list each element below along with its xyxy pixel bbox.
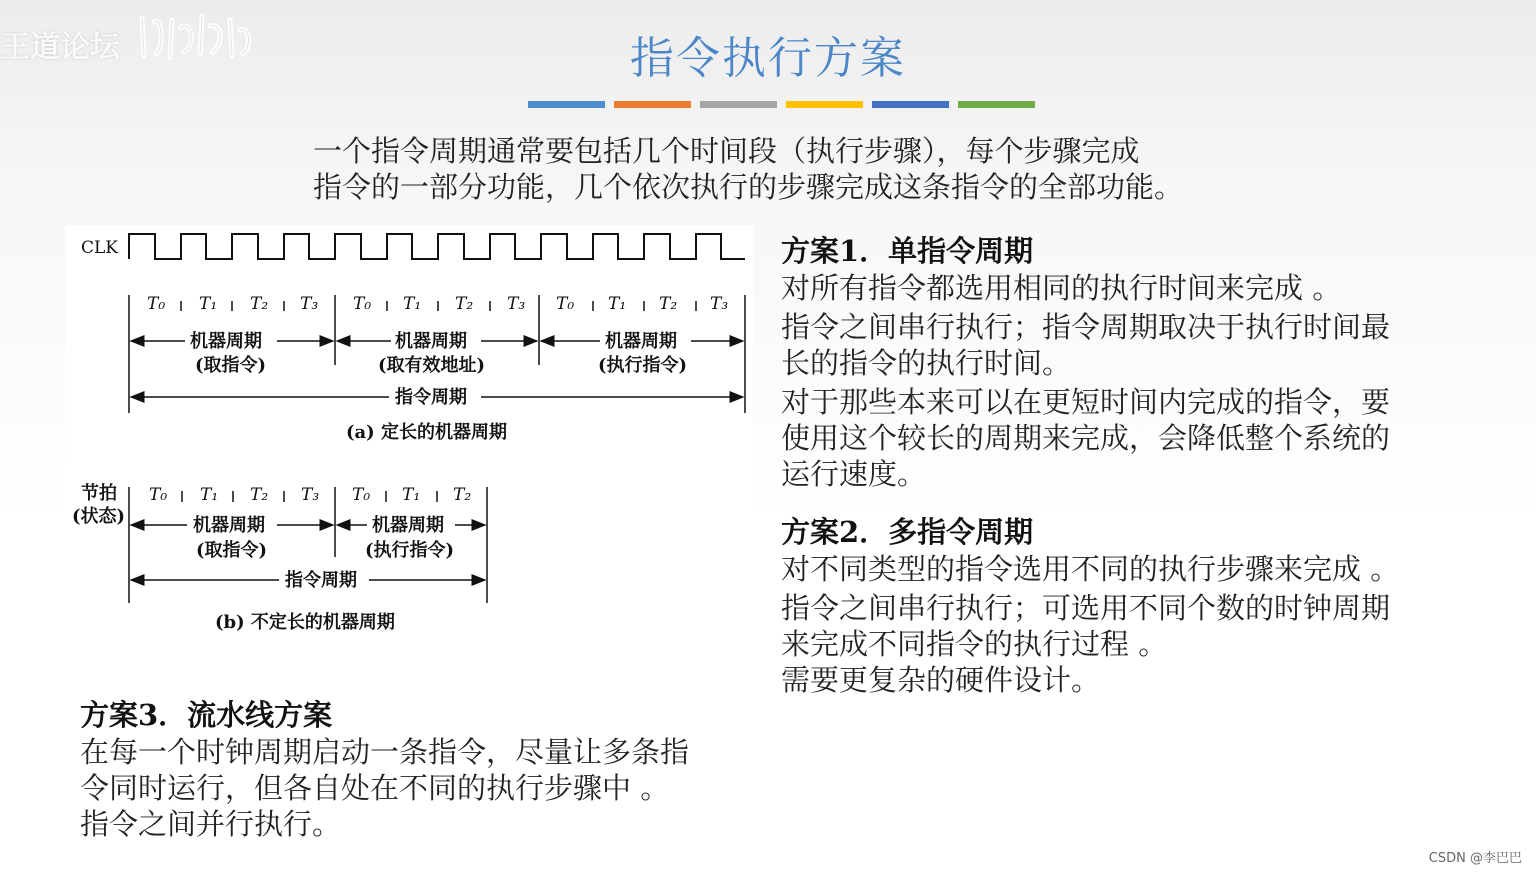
plan1-line: 长的指令的执行时间。 [781, 346, 1072, 380]
plan2-heading: 方案2．多指令周期 [781, 515, 1034, 549]
color-bar [958, 101, 1035, 108]
beat-sub-label: (状态) [72, 506, 126, 527]
t-label: T₁ [199, 294, 218, 314]
color-bar [786, 101, 863, 108]
t-label: T₁ [200, 485, 219, 505]
diagram-a-caption: (a) 定长的机器周期 [346, 422, 507, 443]
plan1-line: 对于那些本来可以在更短时间内完成的指令，要 [781, 385, 1391, 419]
plan1-line: 指令之间串行执行；指令周期取决于执行时间最 [781, 310, 1391, 344]
t-label: T₂ [250, 294, 269, 314]
beat-label: 节拍 [81, 483, 117, 504]
cycle-label: 机器周期 [395, 331, 467, 352]
diagram-b-t-labels [149, 485, 471, 505]
timing-diagram-svg [65, 225, 753, 635]
cycle-sub-label: (取指令) [195, 355, 267, 376]
color-bar [872, 101, 949, 108]
plan1-line: 对所有指令都选用相同的执行时间来完成 。 [781, 271, 1342, 305]
t-label: T₃ [300, 294, 319, 314]
cycle-sub-label: (执行指令) [598, 355, 688, 376]
t-label: T₀ [352, 485, 371, 505]
plan2-line: 需要更复杂的硬件设计。 [781, 663, 1101, 697]
plan1-heading: 方案1．单指令周期 [781, 234, 1034, 268]
t-label: T₃ [301, 485, 320, 505]
cycle-label: 机器周期 [190, 331, 262, 352]
clk-label: CLK [81, 238, 118, 258]
watermark-text: 王道论坛 [0, 30, 120, 65]
slide-title: 指令执行方案 [630, 33, 906, 84]
t-label: T₂ [659, 294, 678, 314]
plan3-heading: 方案3．流水线方案 [80, 698, 333, 732]
plan2-line: 来完成不同指令的执行过程 。 [781, 627, 1168, 661]
t-label: T₂ [455, 294, 474, 314]
t-label: T₀ [147, 294, 166, 314]
t-label: T₃ [507, 294, 526, 314]
cycle-sub-label: (取有效地址) [378, 355, 486, 376]
plan2-line: 指令之间串行执行；可选用不同个数的时钟周期 [781, 591, 1391, 625]
cycle-label: 机器周期 [193, 515, 265, 536]
cycle-label: 机器周期 [372, 515, 444, 536]
t-label: T₁ [403, 294, 422, 314]
plan1-line: 运行速度。 [781, 457, 927, 491]
t-label: T₂ [250, 485, 269, 505]
t-label: T₀ [353, 294, 372, 314]
title-color-bars [528, 101, 1035, 108]
cycle-sub-label: (取指令) [196, 540, 268, 561]
instr-cycle-label: 指令周期 [285, 570, 357, 591]
intro-line: 一个指令周期通常要包括几个时间段（执行步骤），每个步骤完成 [313, 134, 1140, 168]
diagram-b-caption: (b) 不定长的机器周期 [215, 612, 395, 633]
plan2-section [781, 513, 1461, 698]
plan3-line: 令同时运行，但各自处在不同的执行步骤中 。 [80, 771, 670, 805]
plan3-line: 在每一个时钟周期启动一条指令，尽量让多条指 [80, 735, 690, 769]
clock-waveform [129, 234, 745, 259]
t-label: T₁ [608, 294, 627, 314]
plan1-line: 使用这个较长的周期来完成，会降低整个系统的 [781, 421, 1391, 455]
cycle-sub-label: (执行指令) [365, 540, 455, 561]
plan3-section [80, 696, 760, 842]
intro-line: 指令的一部分功能，几个依次执行的步骤完成这条指令的全部功能。 [313, 170, 1184, 204]
cycle-label: 机器周期 [605, 331, 677, 352]
t-label: T₃ [710, 294, 729, 314]
color-bar [528, 101, 605, 108]
t-label: T₂ [453, 485, 472, 505]
t-label: T₀ [556, 294, 575, 314]
footer-credit: CSDN @李巴巴 [1428, 851, 1522, 866]
instr-cycle-label: 指令周期 [395, 387, 467, 408]
machine-cycle-diagram [65, 225, 753, 635]
t-label: T₀ [149, 485, 168, 505]
plan3-line: 指令之间并行执行。 [80, 807, 342, 841]
color-bar [614, 101, 691, 108]
plan2-line: 对不同类型的指令选用不同的执行步骤来完成 。 [781, 552, 1400, 586]
plan1-section [781, 232, 1461, 492]
t-label: T₁ [402, 485, 421, 505]
color-bar [700, 101, 777, 108]
intro-paragraph [313, 133, 1273, 205]
